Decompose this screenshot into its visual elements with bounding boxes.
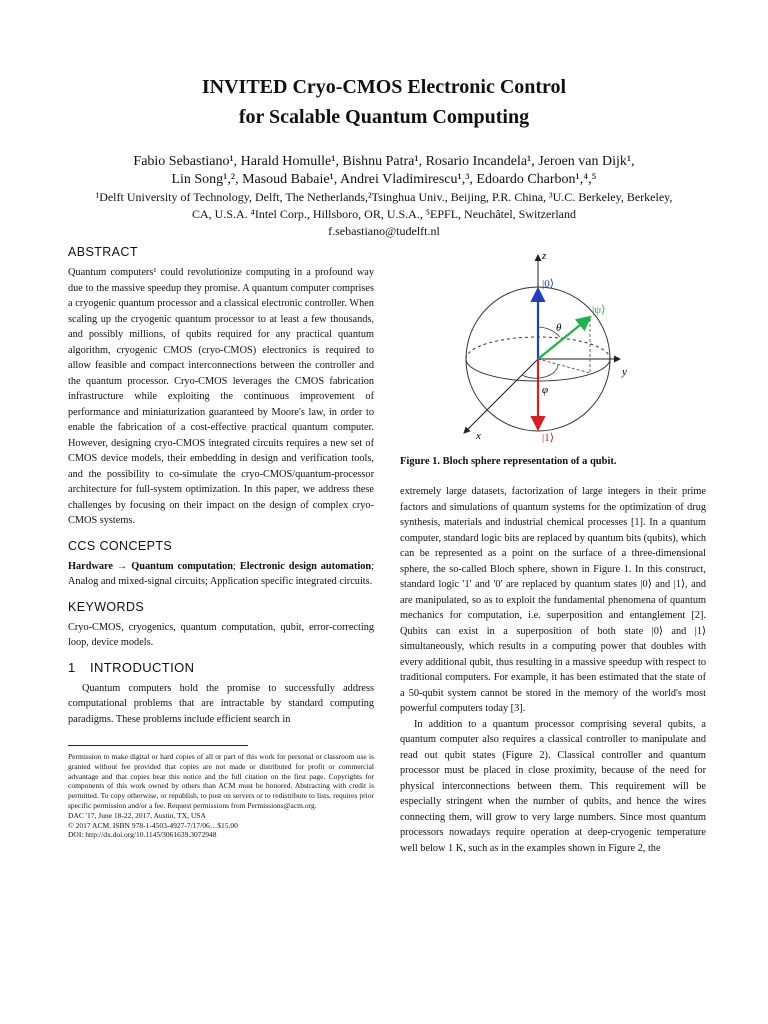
abstract-heading: ABSTRACT [68,245,138,259]
section-title: INTRODUCTION [90,659,195,675]
figure-caption: Figure 1. Bloch sphere representation of a qubit. [400,456,617,467]
ccs-bold-2: Electronic design automation [239,560,372,572]
footnote-permission-text: Permission to make digital or hard copies of all or part of this work for personal or classroom use is granted without fee provided that copies are not made or distributed for profit or commercial advantage and that copies bear this notice and the full citation on the first page. Copyrights for components of this work owned by others than ACM must be honored. Abstracting with credit is permitted. To copy otherwise, or republish, to post on servers or to redistribute to lists, requires prior specific permission and/or a fee. Request permissions from Permissions@acm.org. [68,752,374,810]
ccs-section [68,537,374,590]
x-axis-label: x [476,430,481,442]
section-number: 1 [68,659,76,675]
title-line-2: for Scalable Quantum Computing [238,106,530,128]
left-column [68,243,374,840]
contact-email[interactable]: f.sebastiano@tudelft.nl [328,224,440,238]
bloch-sphere-figure [430,247,640,443]
ket0-label: |0⟩ [542,278,554,290]
title-line-1: INVITED Cryo-CMOS Electronic Control [201,76,567,98]
ket1-label: |1⟩ [542,432,554,443]
paper-title [0,72,768,132]
psi-projection [538,359,590,373]
z-axis-label: z [542,250,547,262]
introduction-heading [68,659,374,677]
y-axis-label: y [622,366,627,378]
affiliation-line-2: CA, U.S.A. ⁴Intel Corp., Hillsboro, OR, U.S.A., ⁵EPFL, Neuchâtel, Switzerland [191,207,576,221]
psi-vector [538,317,590,359]
authors-line-1: Fabio Sebastiano¹, Harald Homulle¹, Bishnu Patra¹, Rosario Incandela¹, Jeroen van Dijk¹, [133,154,635,169]
footnote-isbn: © 2017 ACM. ISBN 978-1-4503-4927-7/17/06…$15.00 [68,820,238,830]
introduction-text: Quantum computers hold the promise to successfully address computational problems that are intractable by standard computing paradigms. These problems include efficient search in [68,682,374,725]
footnote-conference: DAC '17, June 18-22, 2017, Austin, TX, USA [68,810,206,820]
footnote-divider [68,745,248,746]
bloch-sphere-diagram [430,247,640,443]
abstract-section [68,243,374,529]
psi-label: |ψ⟩ [592,304,606,316]
affiliation-line-1: ¹Delft University of Technology, Delft, The Netherlands,²Tsinghua Univ., Beijing, P.R. China, ³U.C. Berkeley, Berkeley, [95,190,673,204]
intro-continued-paragraph: extremely large datasets, factorization of large integers in their prime factors and simulations of quantum systems for the optimization of drug synthesis, materials and industrial chemical processes [1]. In a quantum computer, standard logic bits are replaced by quantum bits (qubits), which can be represented as a point on the surface of a three-dimensional sphere, the so-called Bloch sphere, shown in Figure 1. In this construct, standard logic '1' and '0' are replaced by quantum states |0⟩ and |1⟩, and are manipulated, so as to exploit the fundamental phenomena of quantum mechanics for computation, i.e. superposition and entanglement [2]. Qubits can exist in a superposition of both state |0⟩ and |1⟩ simultaneously, which results in a computing power that doubles with every additional qubit, thus resulting in a massive speedup with respect to traditional computers. For example, it has been estimated that the state of a 50-qubit system cannot be stored in the memory of the world's most powerful computers today [3]. [400,486,706,714]
keywords-section [68,598,374,651]
right-column [400,484,706,856]
authors-line-2: Lin Song¹,², Masoud Babaie¹, Andrei Vladimirescu¹,³, Edoardo Charbon¹,⁴,⁵ [171,172,597,187]
abstract-text: Quantum computers¹ could revolutionize computing in a profound way due to the massive speedup they promise. A quantum computer comprises a cryogenic quantum processor and a classical electronic controller. When scaling up the cryogenic quantum processor to at least a few thousands, and possibly millions, of qubits required for any practical quantum algorithm, cryogenic CMOS (cryo-CMOS) electronics is required to allow feasible and compact interconnections between the controller and the quantum processor. Cryo-CMOS leverages the CMOS fabrication infrastructure while exploiting the continuous improvement of performance and miniaturization guaranteed by Moore's law, in order to enable the fabrication of a cost-effective practical quantum computer. However, designing cryo-CMOS integrated circuits requires a new set of CMOS device models, their embedding in design and verification tools, and the possibility to co-simulate the cryo-CMOS/quantum-processor architecture for full-system optimization. In this paper, we address these challenges by focusing on their impact on the design of complex cryo-CMOS systems. [68,267,374,526]
ccs-heading: CCS CONCEPTS [68,538,173,553]
ccs-text [68,559,374,590]
theta-label: θ [556,322,562,334]
footnote-doi[interactable]: DOI: http://dx.doi.org/10.1145/3061639.3072948 [68,830,217,840]
ccs-separator: ; [233,560,240,572]
controller-paragraph: In addition to a quantum processor comprising several qubits, a quantum computer also requires a classical controller to manipulate and read out qubit states (Figure 2). Classical controller and quantum processor must be placed in close proximity, because of the need for physical interconnections between them. This requirement will be especially stringent when the number of qubits, and hence the wires connecting them, will grow to very large numbers. Since most quantum processors nowadays require operation at deep-cryogenic temperature well below 1 K, such as in the examples shown in Figure 2, the [400,718,706,854]
ccs-rest: ; Analog and mixed-signal circuits; Application specific integrated circuits. [68,560,374,587]
affiliations [40,189,728,240]
author-list [40,153,728,189]
phi-label: φ [542,384,549,396]
phi-arc [522,365,558,378]
keywords-heading: KEYWORDS [68,599,145,614]
permission-footnote [68,752,374,840]
introduction-section [68,659,374,728]
keywords-text: Cryo-CMOS, cryogenics, quantum computation, qubit, error-correcting loop, device models. [68,621,374,648]
ccs-bold-1: Hardware → Quantum computation [68,560,233,572]
